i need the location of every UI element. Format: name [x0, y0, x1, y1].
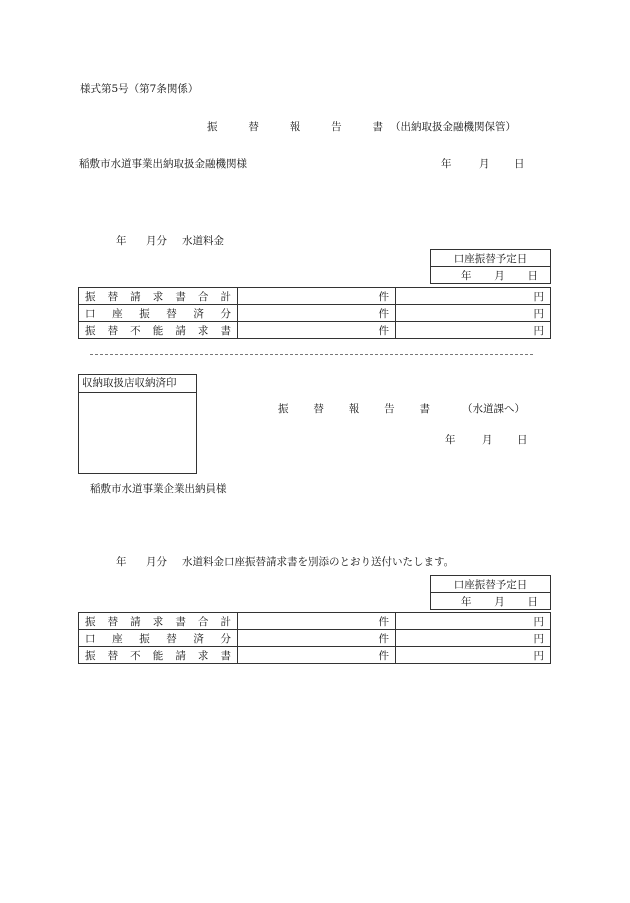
title-note: （出納取扱金融機関保管）	[390, 121, 516, 133]
title-char: 替	[313, 403, 324, 415]
date-day: 日	[514, 158, 525, 170]
summary-table-2	[78, 612, 551, 664]
count-cell: 件	[238, 630, 396, 647]
schedule-date-box-2	[430, 575, 551, 610]
count-cell: 件	[238, 613, 396, 630]
title-char: 書	[419, 403, 430, 415]
schedule-month-2: 月	[494, 595, 505, 608]
count-cell: 件	[238, 288, 396, 305]
title-char: 振	[278, 403, 289, 415]
table-row	[79, 322, 551, 339]
stamp-label: 収納取扱店収納済印	[79, 375, 196, 393]
title-char: 告	[384, 403, 395, 415]
date-day-2: 日	[517, 434, 528, 446]
amount-cell: 円	[396, 288, 551, 305]
title-char: 報	[348, 403, 360, 415]
schedule-day-2: 日	[527, 595, 538, 608]
amount-cell: 円	[396, 647, 551, 664]
period-month: 月分	[146, 235, 167, 247]
schedule-year-2: 年	[461, 595, 472, 608]
table-row	[79, 647, 551, 664]
title-char: 報	[289, 121, 301, 133]
row-label: 振 替 不 能 請 求 書	[79, 647, 238, 664]
table-row	[79, 305, 551, 322]
report-title	[207, 119, 383, 134]
cut-line	[90, 354, 533, 355]
schedule-date	[431, 267, 551, 284]
period-text: 水道料金口座振替請求書を別添のとおり送付いたします。	[182, 556, 455, 568]
table-row	[79, 630, 551, 647]
schedule-day: 日	[527, 269, 538, 282]
date-month: 月	[479, 158, 490, 170]
row-label: 振 替 請 求 書 合 計	[79, 288, 238, 305]
table-row	[79, 288, 551, 305]
amount-cell: 円	[396, 613, 551, 630]
amount-cell: 円	[396, 322, 551, 339]
row-label: 振 替 不 能 請 求 書	[79, 322, 238, 339]
stamp-box	[78, 374, 197, 474]
title-char: 告	[331, 121, 342, 133]
report-title-2	[278, 401, 430, 416]
date-month-2: 月	[482, 434, 493, 446]
period-item: 水道料金	[182, 235, 224, 247]
title-char: 振	[207, 121, 218, 133]
schedule-date-2	[431, 593, 551, 610]
period-month-2: 月分	[146, 556, 167, 568]
count-cell: 件	[238, 305, 396, 322]
title-char: 替	[248, 121, 259, 133]
schedule-month: 月	[494, 269, 505, 282]
row-label: 口 座 振 替 済 分	[79, 630, 238, 647]
amount-cell: 円	[396, 305, 551, 322]
table-row	[79, 613, 551, 630]
schedule-date-box	[430, 249, 551, 284]
amount-cell: 円	[396, 630, 551, 647]
schedule-year: 年	[461, 269, 472, 282]
count-cell: 件	[238, 647, 396, 664]
form-number: 様式第5号（第7条関係）	[80, 83, 199, 95]
date-year-2: 年	[445, 434, 456, 446]
count-cell: 件	[238, 322, 396, 339]
date-year: 年	[441, 158, 452, 170]
period-year: 年	[116, 235, 127, 247]
schedule-header-2: 口座振替予定日	[431, 576, 551, 593]
addressee: 稲敷市水道事業出納取扱金融機関様	[79, 158, 247, 170]
schedule-header: 口座振替予定日	[431, 250, 551, 267]
period-year-2: 年	[116, 556, 127, 568]
title-note-2: （水道課へ）	[462, 403, 525, 415]
summary-table	[78, 287, 551, 339]
row-label: 口 座 振 替 済 分	[79, 305, 238, 322]
addressee-2: 稲敷市水道事業企業出納員様	[90, 483, 227, 495]
title-char: 書	[372, 121, 383, 133]
row-label: 振 替 請 求 書 合 計	[79, 613, 238, 630]
